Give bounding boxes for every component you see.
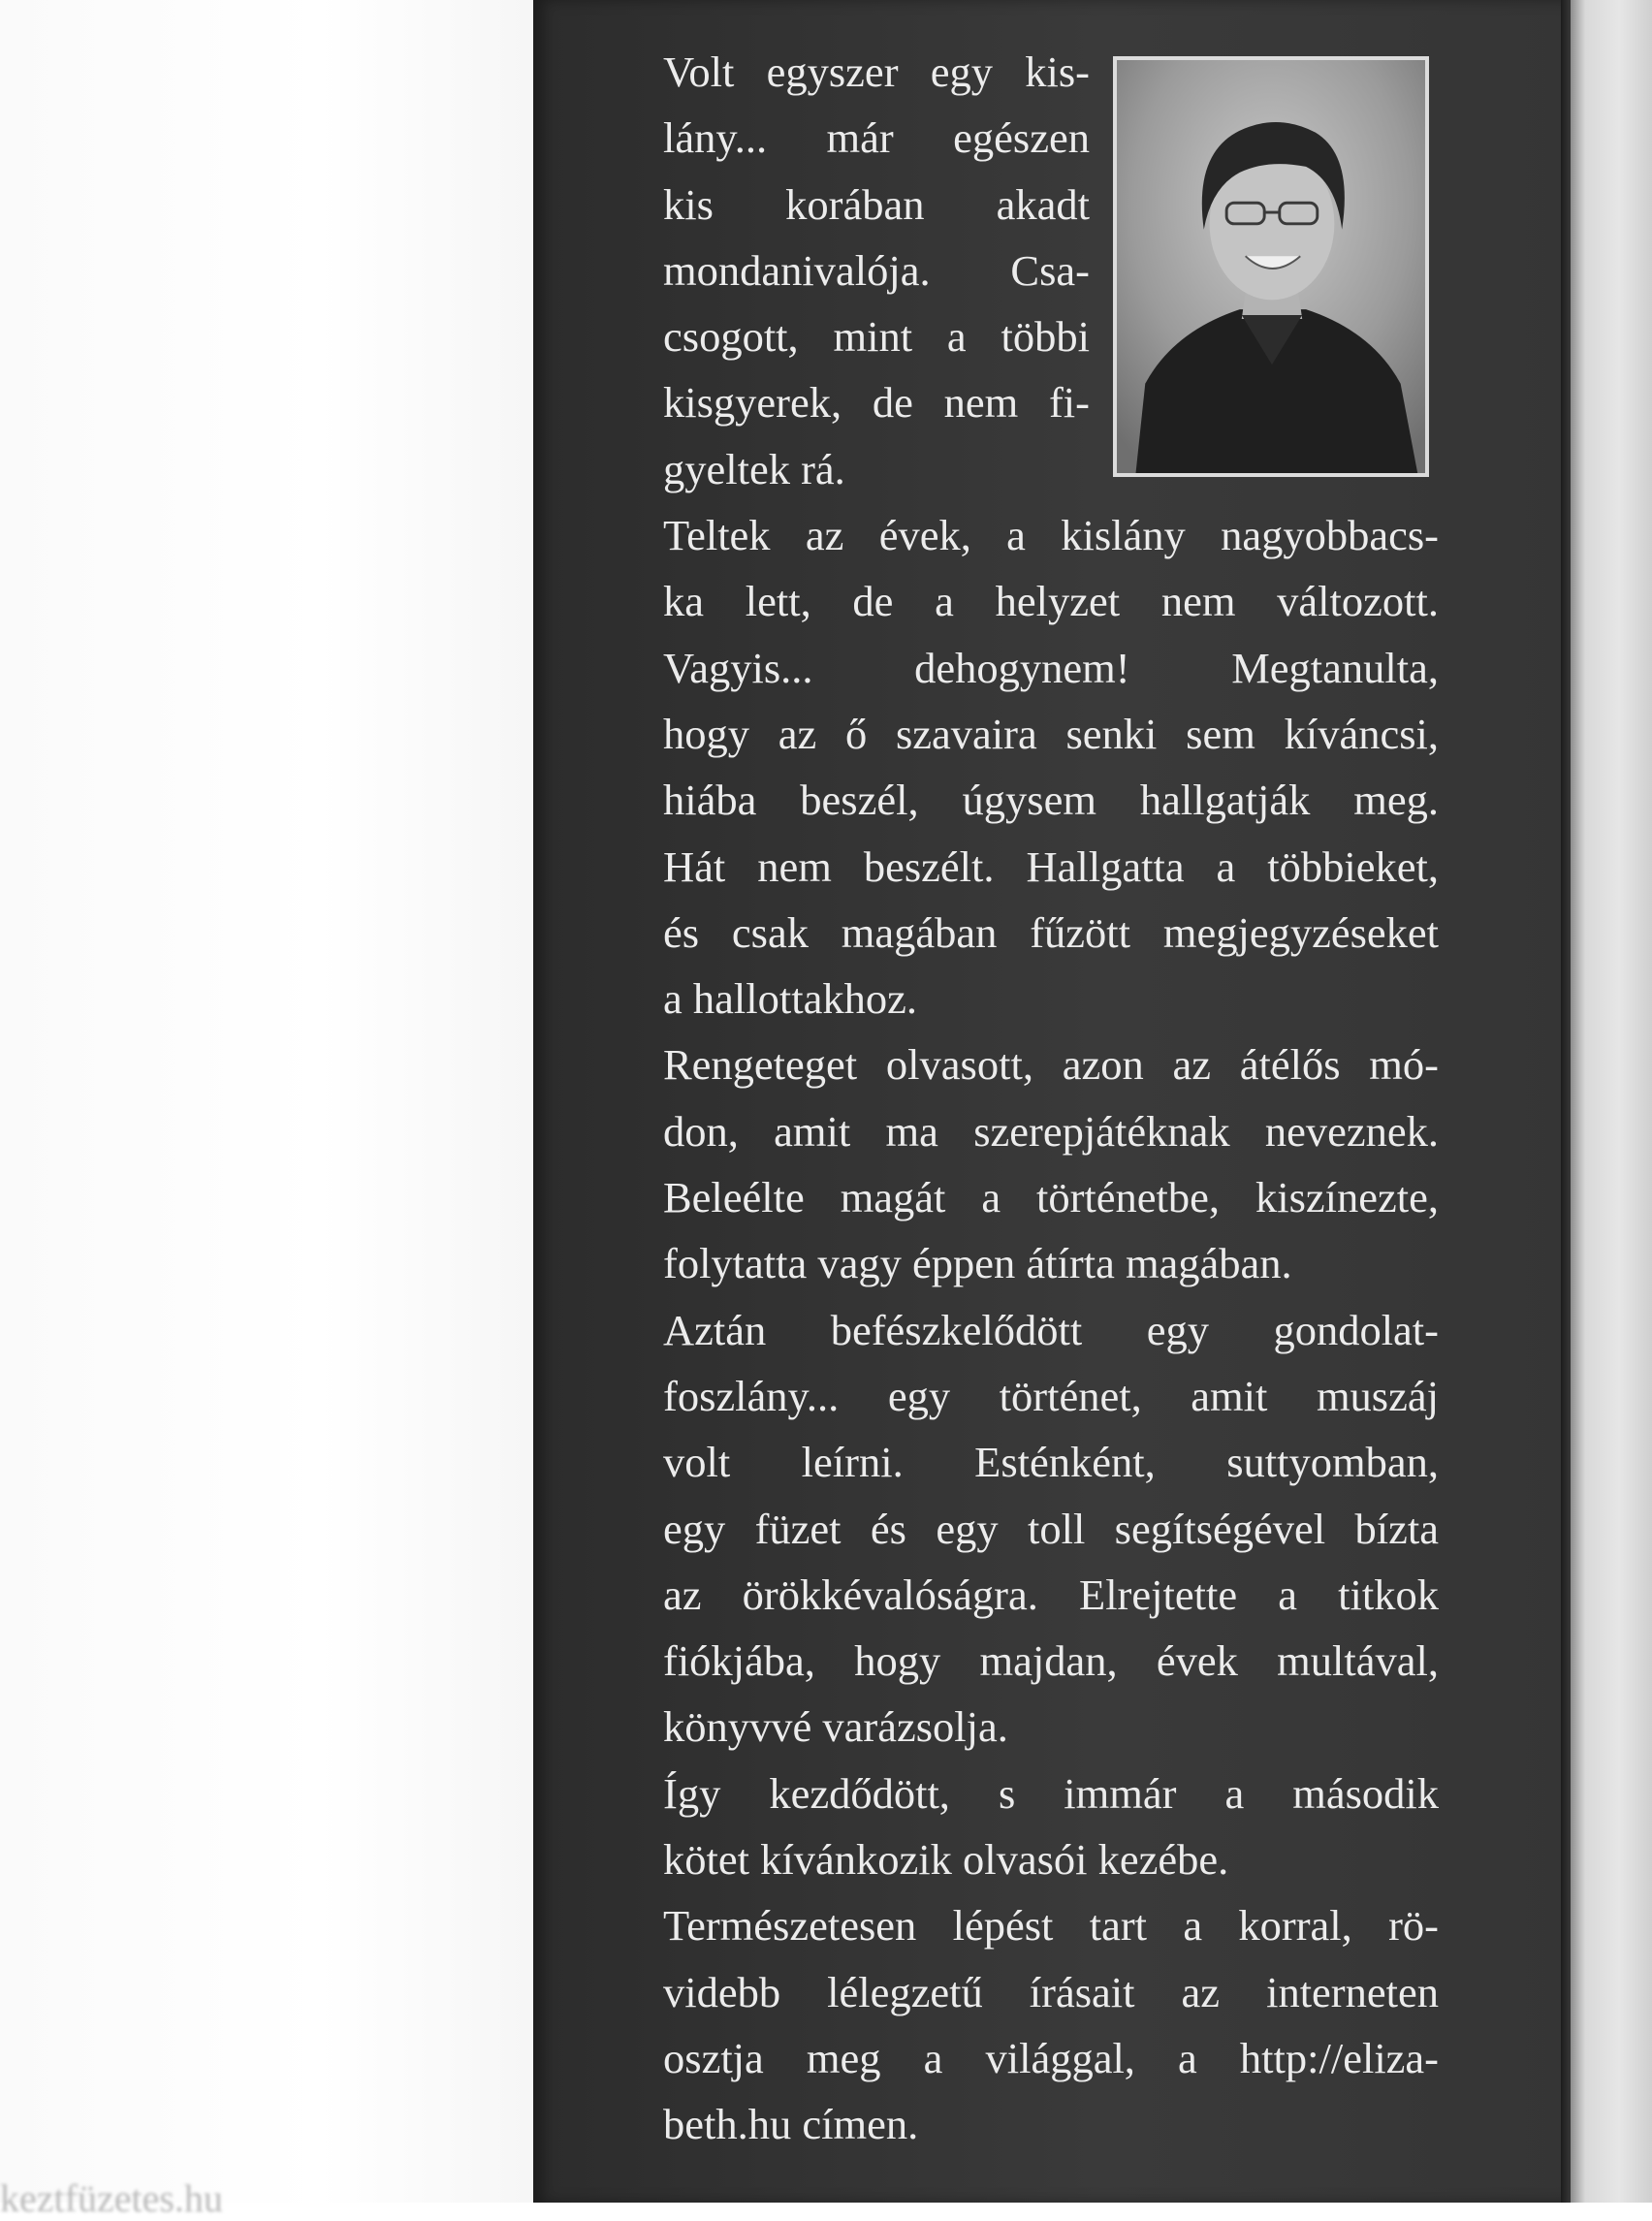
text-line: folytatta vagy éppen átírta magában. <box>663 1239 1292 1288</box>
text-line: kisgyerek, de nem fi- <box>663 378 1090 428</box>
text-line: kötet kívánkozik olvasói kezébe. <box>663 1835 1229 1885</box>
text-line: hiába beszél, úgysem hallgatják meg. <box>663 776 1439 825</box>
text-line: videbb lélegzetű írásait az interneten <box>663 1967 1439 2016</box>
text-line: lány... már egészen <box>663 113 1090 163</box>
text-line: hogy az ő szavaira senki sem kíváncsi, <box>663 709 1439 758</box>
text-line: könyvvé varázsolja. <box>663 1702 1008 1752</box>
text-line: Így kezdődött, s immár a második <box>663 1768 1439 1818</box>
text-line: Aztán befészkelődött egy gondolat- <box>663 1305 1439 1354</box>
text-line: volt leírni. Esténként, suttyomban, <box>663 1438 1439 1487</box>
text-line: Volt egyszer egy kis- <box>663 48 1090 96</box>
text-line: Rengeteget olvasott, azon az átélős mó- <box>663 1040 1439 1090</box>
text-line: az örökkévalóságra. Elrejtette a titkok <box>663 1570 1439 1619</box>
bleed-through-text: keztfüzetes.hu <box>0 2176 223 2220</box>
text-line: Teltek az évek, a kislány nagyobbacs- <box>663 511 1439 560</box>
text-line: mondanivalója. Csa- <box>663 245 1090 295</box>
left-page <box>0 0 533 2220</box>
text-line: Hát nem beszélt. Hallgatta a többieket, <box>663 841 1439 891</box>
text-line: egy füzet és egy toll segítségével bízta <box>663 1504 1439 1553</box>
text-line: Természetesen lépést tart a korral, rö- <box>663 1901 1439 1951</box>
back-cover-text <box>663 39 1439 2158</box>
text-line: ka lett, de a helyzet nem változott. <box>663 577 1439 626</box>
text-line: gyeltek rá. <box>663 444 845 493</box>
text-line: fiókjába, hogy majdan, évek multával, <box>663 1636 1439 1686</box>
text-line: és csak magában fűzött megjegyzéseket <box>663 907 1439 957</box>
text-line: osztja meg a világgal, a http://eliza- <box>663 2033 1439 2082</box>
text-line: csogott, mint a többi <box>663 312 1090 362</box>
text-line: Beleélte magát a történetbe, kiszínezte, <box>663 1173 1439 1222</box>
text-line: beth.hu címen. <box>663 2100 919 2149</box>
text-line: don, amit ma szerepjátéknak neveznek. <box>663 1106 1439 1156</box>
book-spine <box>1571 0 1652 2203</box>
text-line: a hallottakhoz. <box>663 974 917 1024</box>
text-line: foszlány... egy történet, amit muszáj <box>663 1371 1439 1420</box>
text-line: kis korában akadt <box>663 179 1090 229</box>
text-line: Vagyis... dehogynem! Megtanulta, <box>663 643 1439 692</box>
